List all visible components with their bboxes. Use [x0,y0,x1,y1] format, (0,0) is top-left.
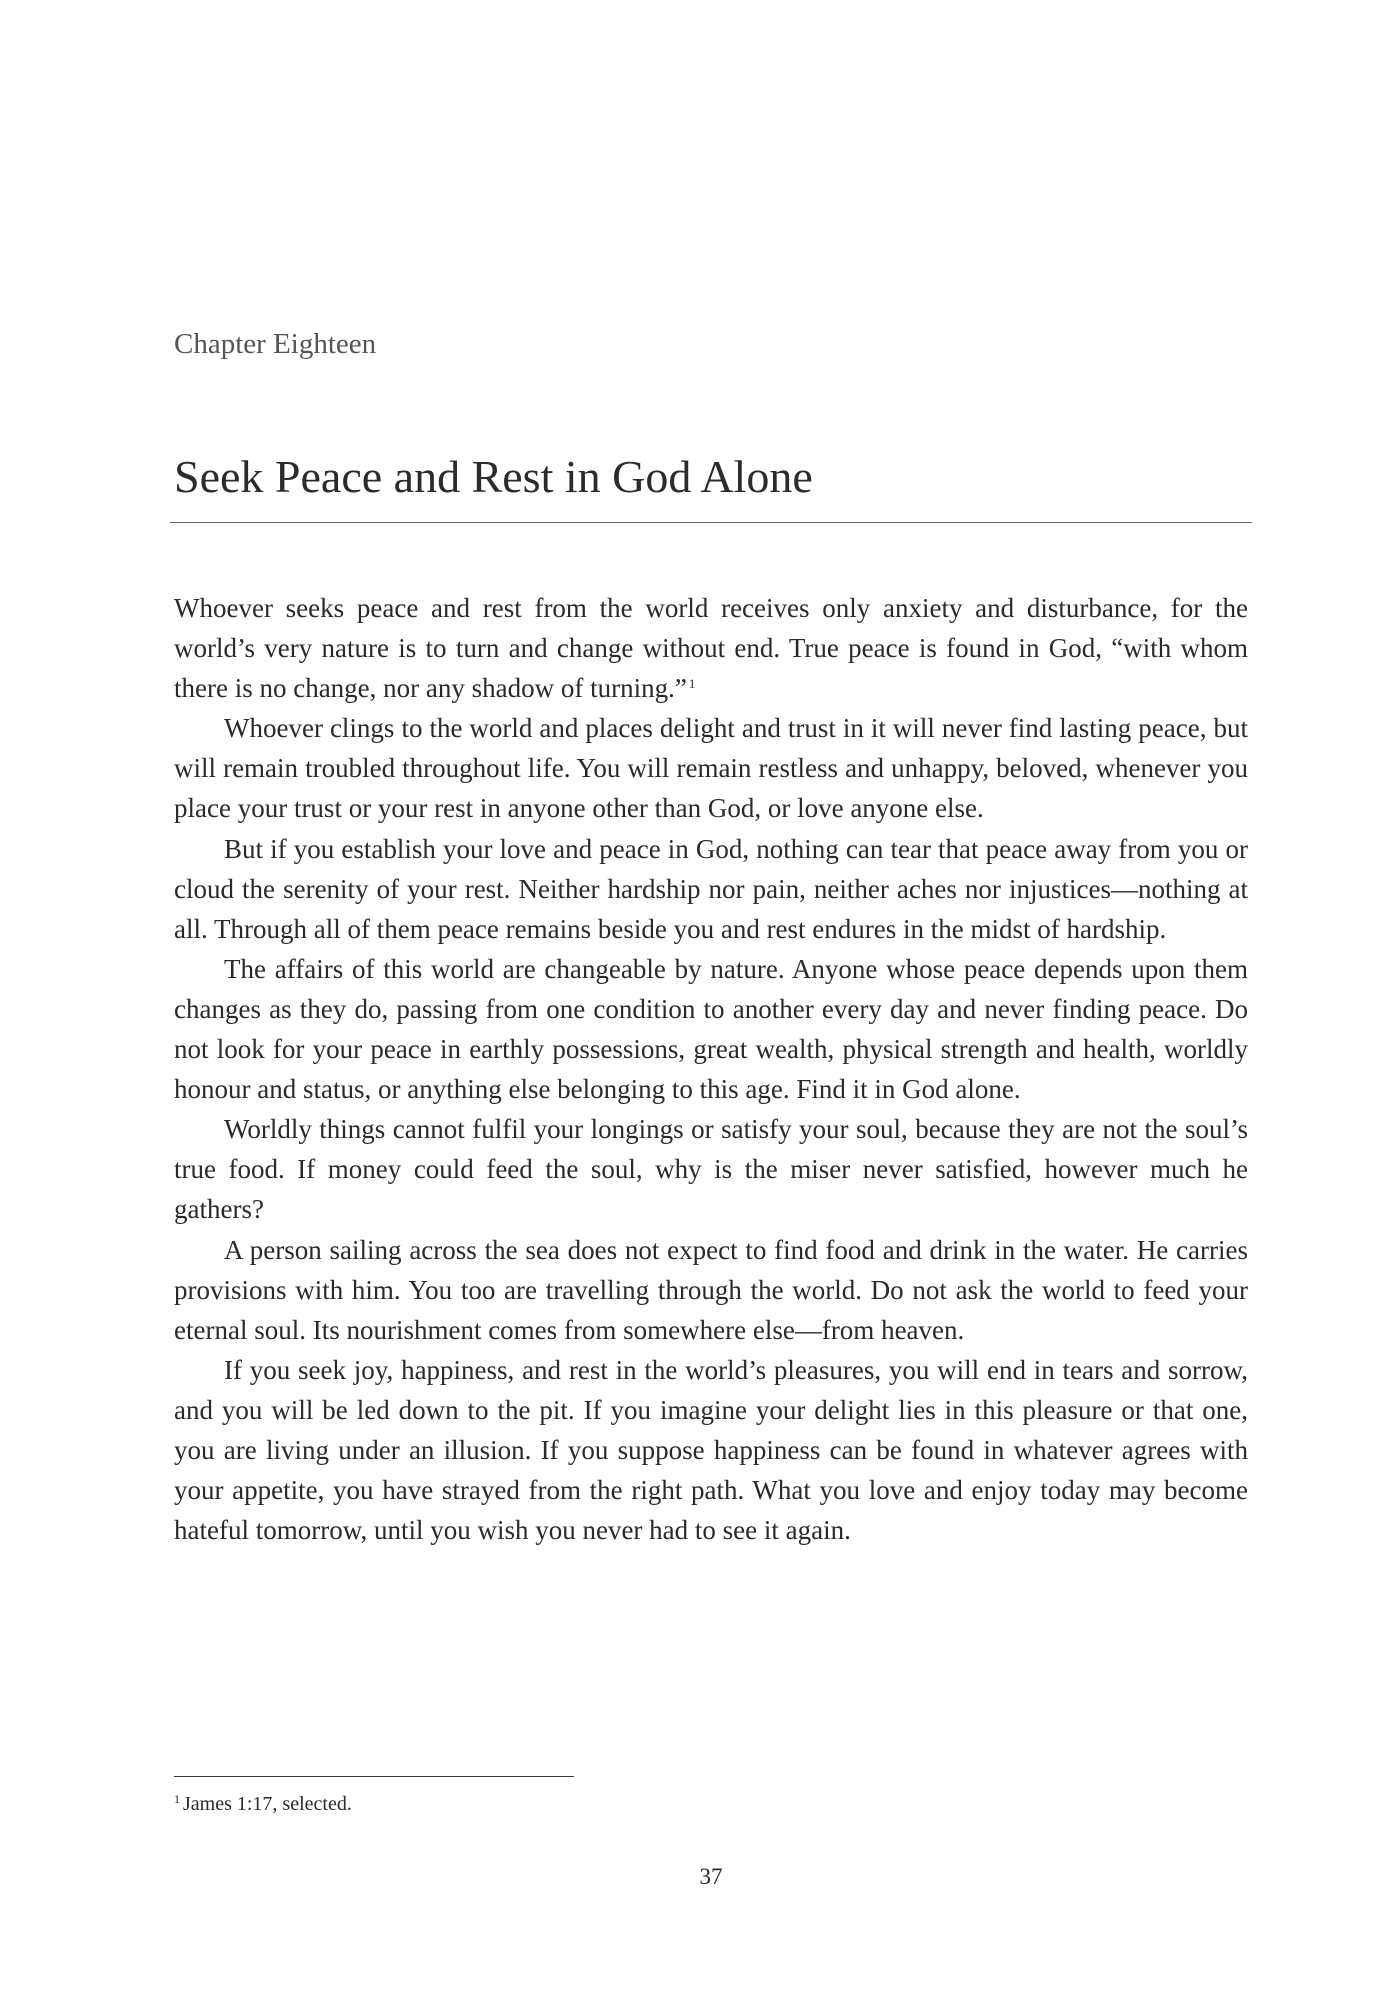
paragraph: A person sailing across the sea does not expect to find food and drink in the water. He carries provisions with him. You too are travelling through the world. Do not ask the world to feed your eternal soul. Its nourishment comes from somewhere else—from heaven. [174,1234,1248,1345]
paragraph: Whoever clings to the world and places delight and trust in it will never find lasting peace, but will remain troubled throughout life. You will remain restless and unhappy, beloved, whenever you place your trust or your rest in anyone other than God, or love anyone else. [174,713,1248,824]
footnote-text: James 1:17, selected. [183,1793,352,1815]
footnote [174,1793,352,1816]
paragraph: Worldly things cannot fulfil your longings or satisfy your soul, because they are not the soul’s true food. If money could feed the soul, why is the miser never satisfied, however much he gathers? [174,1114,1248,1225]
body-text [174,588,1248,1550]
footnote-reference[interactable]: 1 [688,676,696,692]
title-divider [170,522,1252,523]
paragraph: If you seek joy, happiness, and rest in the world’s pleasures, you will end in tears and sorrow, and you will be led down to the pit. If you imagine your delight lies in this pleasure or that one, you are living under an illusion. If you suppose happiness can be found in whatever agrees with your appetite, you have strayed from the right path. What you love and enjoy today may become hateful tomorrow, until you wish you never had to see it again. [174,1354,1248,1546]
paragraph-text: Whoever seeks peace and rest from the world receives only anxiety and disturbance, for the world’s very nature is to turn and change without end. True peace is found in God, “with whom there is no change, nor any shadow of turning.” [174,593,1248,704]
chapter-title: Seek Peace and Rest in God Alone [174,451,813,502]
footnote-mark: 1 [174,1792,180,1806]
paragraph: The affairs of this world are changeable by nature. Anyone whose peace depends upon them changes as they do, passing from one condition to another every day and never finding peace. Do not look for your peace in earthly possessions, great wealth, physical strength and health, worldly honour and status, or anything else belonging to this age. Find it in God alone. [174,953,1248,1105]
page-number: 37 [699,1864,723,1889]
footnote-divider [174,1776,574,1777]
paragraph [174,588,1248,708]
paragraph: But if you establish your love and peace in God, nothing can tear that peace away from you or cloud the serenity of your rest. Neither hardship nor pain, neither aches nor injustices—nothing at all. Through all of them peace remains beside you and rest endures in the midst of hardship. [174,833,1248,944]
chapter-label: Chapter Eighteen [174,328,377,360]
